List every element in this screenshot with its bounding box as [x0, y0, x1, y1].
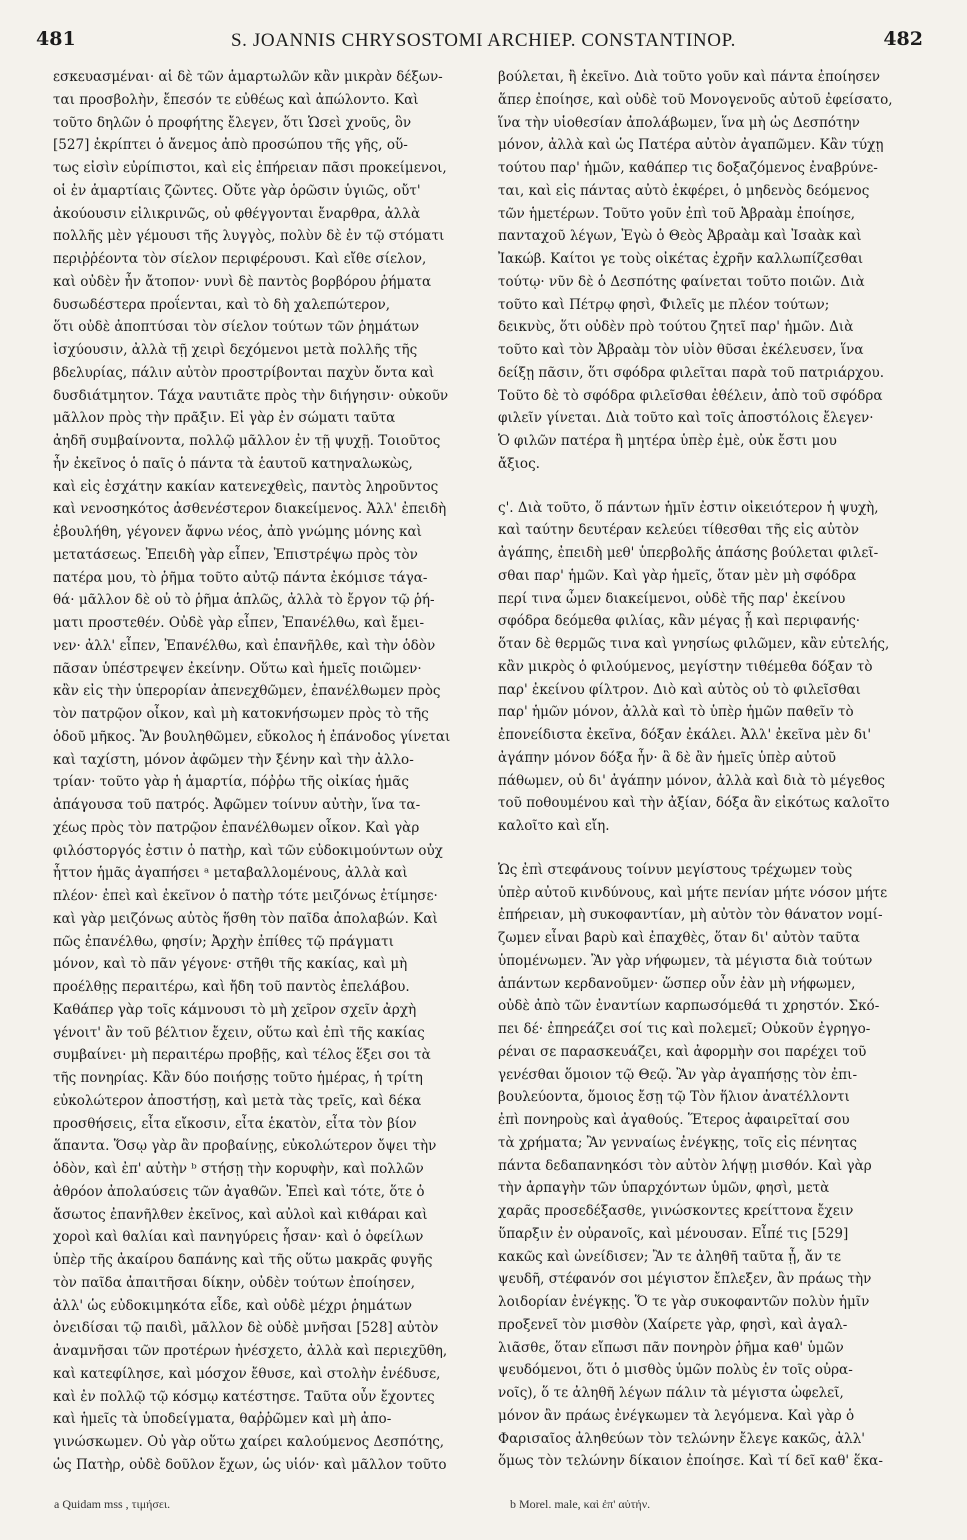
text-line: γινώσκωμεν. Οὐ γὰρ οὕτω χαίρει καλούμενος Δεσπότης,	[53, 1434, 445, 1450]
text-line: Φαρισαῖος ἀληθεύων τὸν τελώνην ἔλεγε κακῶς, ἀλλ'	[498, 1430, 866, 1447]
text-line: πάντα δεδαπανηκόσι τὸν αὐτὸν λήψῃ μισθόν. Καὶ γὰρ	[498, 1157, 872, 1174]
text-line: τοῦτο καὶ τὸν Ἀβραὰμ τὸν υἱὸν θῦσαι ἐκέλευσεν, ἵνα	[498, 342, 864, 358]
text-line: κἂν εἰς τὴν ὑπερορίαν ἀπενεχθῶμεν, ἐπανέλθωμεν πρὸς	[53, 683, 441, 700]
text-line: οὐδὲ ἀπὸ τῶν ἐναντίων καρπωσόμεθά τι χρηστόν. Σκό-	[498, 998, 880, 1015]
text-line: ς'. Διὰ τοῦτο, ὅ πάντων ἡμῖν ἐστιν οἰκειότερον ἡ ψυχὴ,	[498, 499, 879, 516]
text-line: ἐπονείδιστα ἐκεῖνα, δόξαν ἐκάλει. Ἀλλ' ἐκεῖνα μὲν δι'	[498, 727, 872, 743]
right-paragraph-3	[498, 859, 944, 1473]
text-line: χαρᾶς προσεδέξασθε, γινώσκοντες κρείττονα ἔχειν	[498, 1203, 854, 1219]
text-line: λοιδορίαν ἐνέγκῃς. Ὅ τε γὰρ συκοφαντῶν πολὺν ἡμῖν	[498, 1294, 870, 1310]
text-line: προξενεῖ τὸν μισθὸν (Χαίρετε γὰρ, φησὶ, καὶ ἀγαλ-	[498, 1316, 848, 1333]
text-line: ὅτι οὐδὲ ἀποπτύσαι τὸν σίελον τούτων τῶν ῥημάτων	[53, 319, 420, 336]
text-line: ματι προστεθέν. Οὐδὲ γὰρ εἶπεν, Ἐπανέλθω, καὶ ἔμει-	[53, 615, 425, 631]
text-line: ἐπὶ πονηροὺς καὶ ἀγαθούς. Ἕτερος ἀφαιρεῖταί σου	[498, 1112, 850, 1128]
text-line: βουλεύοντα, ὅμοιος ἔσῃ τῷ Τὸν ἥλιον ἀνατέλλοντι	[498, 1089, 850, 1106]
page-number-right: 482	[883, 28, 923, 50]
text-line: εὐκολώτερον ἀποστήσῃ, καὶ μετὰ τὰς τρεῖς, καὶ δέκα	[53, 1092, 422, 1109]
paragraph-gap	[498, 476, 944, 497]
text-line: μόνον, καὶ τὸ πᾶν γέγονε· στῆθι τῆς κακίας, καὶ μὴ	[53, 956, 408, 973]
text-line: πει δέ· ἐπηρεάζει σοί τις καὶ πολεμεῖ; Οὐκοῦν ἐγρηγο-	[498, 1021, 871, 1037]
text-line: κἂν μικρὸς ὁ φιλούμενος, μεγίστην τιθέμεθα δόξαν τὸ	[498, 658, 873, 675]
text-line: τοῦτο καὶ Πέτρῳ φησὶ, Φιλεῖς με πλέον τούτων;	[498, 296, 830, 313]
text-line: καλοῖτο καὶ εἴη.	[498, 818, 610, 834]
text-line: μᾶλλον πρὸς τὴν πρᾶξιν. Εἰ γὰρ ἐν σώματι ταῦτα	[53, 410, 396, 427]
text-line: γενέσθαι ὅμοιον τῷ Θεῷ. Ἂν γὰρ ἀγαπήσῃς τὸν ἐπι-	[498, 1066, 858, 1083]
text-line: προσθήσεις, εἶτα εἴκοσιν, εἶτα ἑκατὸν, εἶτα τὸν βίον	[53, 1115, 417, 1132]
text-line: Ὡς ἐπὶ στεφάνους τοίνυν μεγίστους τρέχωμεν τοὺς	[498, 861, 853, 878]
text-line: δυσωδέστερα προΐενται, καὶ τὸ δὴ χαλεπώτερον,	[53, 296, 391, 313]
text-line: ται, καὶ εἰς πάντας αὐτὸ ἐκφέρει, ὁ μηδενὸς δεόμενος	[498, 182, 870, 199]
text-line: ὑπομένωμεν. Ἂν γὰρ νήφωμεν, τὰ μέγιστα διὰ τούτων	[498, 952, 873, 969]
paragraph-gap	[498, 838, 944, 859]
text-line: φιλεῖν γίνεται. Διὰ τοῦτο καὶ τοῖς ἀποστόλοις ἔλεγεν·	[498, 410, 874, 427]
text-line: καὶ ταύτην δευτέραν κελεύει τίθεσθαι τῆς εἰς αὐτὸν	[498, 522, 859, 539]
text-line: ὅταν δὲ θερμῶς τινα καὶ γνησίως φιλῶμεν, κἂν εὐτελής,	[498, 636, 890, 652]
text-line: καὶ οὐδὲν ἦν ἄτοπον· νυνὶ δὲ παντὸς βορβόρου ῥήματα	[53, 273, 432, 290]
text-line: ἅπερ ἐποίησε, καὶ οὐδὲ τοῦ Μονογενοῦς αὐτοῦ ἐφείσατο,	[498, 91, 893, 108]
text-line: νοῖς), ὅ τε ἀληθῆ λέγων πάλιν τὰ μέγιστα ὠφελεῖ,	[498, 1385, 844, 1401]
text-line: παρ' ἐκείνου φίλτρον. Διὸ καὶ αὐτὸς οὐ τὸ φιλεῖσθαι	[498, 681, 861, 698]
text-line: ὁδοῦ μῆκος. Ἂν βουληθῶμεν, εὔκολος ἡ ἐπάνοδος γίνεται	[53, 728, 451, 745]
left-column	[53, 66, 499, 1477]
text-line: ἀθρόον ἀπολαύσεις τῶν ἀγαθῶν. Ἐπεὶ καὶ τότε, ὅτε ὁ	[53, 1183, 425, 1200]
text-line: οἱ ἐν ἁμαρτίαις ζῶντες. Οὔτε γὰρ ὁρῶσιν ὑγιῶς, οὔτ'	[53, 182, 421, 199]
text-line: ἀηδῆ συμβαίνοντα, πολλῷ μᾶλλον ἐν τῇ ψυχῇ. Τοιοῦτος	[53, 433, 441, 449]
text-line: ἄσωτος ἐπανῆλθεν ἐκεῖνος, καὶ αὐλοὶ καὶ κιθάραι καὶ	[53, 1206, 428, 1223]
text-line: μόνον ἂν πράως ἐνέγκωμεν τὰ λεγόμενα. Καὶ γὰρ ὁ	[498, 1407, 855, 1424]
text-line: ἁπάντων κερδανοῦμεν· ὥσπερ οὖν ἐὰν μὴ νήφωμεν,	[498, 975, 856, 992]
text-line: θά· μᾶλλον δὲ οὐ τὸ ῥῆμα ἁπλῶς, ἀλλὰ τὸ ἔργον τῷ ῥή-	[53, 592, 435, 609]
text-line: ἄξιος.	[498, 455, 540, 472]
text-line: ζωμεν εἶναι βαρὺ καὶ ἐπαχθὲς, ὅταν δι' αὐτὸν ταῦτα	[498, 930, 860, 946]
text-line: τῶν ἡμετέρων. Τοῦτο γοῦν ἐπὶ τοῦ Ἀβραὰμ ἐποίησε,	[498, 205, 856, 222]
text-line: συμβαίνει· μὴ περαιτέρω προβῇς, καὶ τέλος ἕξει σοι τὰ	[53, 1047, 431, 1064]
text-line: καὶ ταχίστη, μόνον ἀφῶμεν τὴν ξένην καὶ τὴν ἀλλο-	[53, 751, 414, 768]
footnote-a: a Quidam mss , τιμήσει.	[54, 1497, 171, 1511]
text-line: περί τινα ὦμεν διακείμενοι, οὐδὲ τῆς παρ' ἐκείνου	[498, 590, 846, 607]
text-line: ἐβουλήθη, γέγονεν ἄφνω νέος, ἀπὸ γνώμης μόνης καὶ	[53, 524, 422, 540]
right-column	[498, 66, 944, 1473]
text-line: νεν· ἀλλ' εἶπεν, Ἐπανέλθω, καὶ ἐπανῆλθε, καὶ τὴν ὁδὸν	[53, 637, 436, 654]
text-line: τρίαν· τοῦτο γὰρ ἡ ἁμαρτία, πόῤῥω τῆς οἰκίας ἡμᾶς	[53, 774, 409, 791]
text-line: τὸν πατρῷον οἶκον, καὶ μὴ κατοκνήσωμεν πρὸς τὸ τῆς	[53, 706, 429, 722]
text-line: ἀγάπης, ἐπειδὴ μεθ' ὑπερβολῆς ἁπάσης βούλεται φιλεῖ-	[498, 545, 879, 561]
text-line: πᾶσαν ὑπέστρεψεν ἐκείνην. Οὕτω καὶ ἡμεῖς ποιῶμεν·	[53, 660, 422, 677]
text-line: βούλεται, ἢ ἐκεῖνο. Διὰ τοῦτο γοῦν καὶ πάντα ἐποίησεν	[498, 69, 881, 85]
text-line: τούτου παρ' ἡμῶν, καθάπερ τις δοξαζόμενος ἐναβρύνε-	[498, 160, 878, 176]
text-line: παρ' ἡμῶν μόνον, ἀλλὰ καὶ τὸ ὑπὲρ ἡμῶν παθεῖν τὸ	[498, 704, 854, 721]
text-line: ἵνα τὴν υἱοθεσίαν ἀπολάβωμεν, ἵνα μὴ ὡς Δεσπότην	[498, 114, 860, 131]
text-line: δείξῃ πᾶσιν, ὅτι σφόδρα φιλεῖται παρὰ τοῦ πατριάρχου.	[498, 364, 885, 381]
text-line: ὑπὲρ αὐτοῦ κινδύνους, καὶ μήτε πενίαν μήτε νόσον μήτε	[498, 884, 888, 901]
text-line: τούτῳ· νῦν δὲ ὁ Δεσπότης φαίνεται τοῦτο ποιῶν. Διὰ	[498, 273, 865, 290]
text-line: μόνον, ἀλλὰ καὶ ὡς Πατέρα αὐτὸν ἀγαπῶμεν. Κἂν τύχῃ	[498, 137, 884, 154]
text-line: σθαι παρ' ἡμῶν. Καὶ γὰρ ἡμεῖς, ὅταν μὲν μὴ σφόδρα	[498, 567, 857, 584]
text-line: φιλόστοργός ἐστιν ὁ πατὴρ, καὶ τῶν εὐδοκιμούντων οὐχ	[53, 842, 443, 859]
text-line: ἀγάπην μόνον δόξα ἦν· ἃ δὲ ἂν ἡμεῖς ὑπὲρ αὐτοῦ	[498, 749, 837, 766]
running-header	[0, 0, 967, 60]
text-line: λιᾶσθε, ὅταν εἴπωσι πᾶν πονηρὸν ῥῆμα καθ' ὑμῶν	[498, 1339, 844, 1356]
text-line: ρέναι σε παρασκευάζει, καὶ ἀφορμὴν σοι παρέχει τοῦ	[498, 1043, 867, 1060]
text-line: καὶ νενοσηκότος ἀσθενέστερον διακείμενος. Ἀλλ' ἐπειδὴ	[53, 501, 447, 518]
text-line: τὰ χρήματα; Ἂν γενναίως ἐνέγκῃς, τοῖς εἰς πένητας	[498, 1134, 857, 1151]
text-line: δυσδιάτμητον. Τάχα ναυτιᾶτε πρὸς τὴν διήγησιν· οὐκοῦν	[53, 387, 449, 404]
text-line: ἀκούουσιν εἰλικρινῶς, οὐ φθέγγονται ἔναρθρα, ἀλλὰ	[53, 205, 421, 222]
text-line: καὶ κατεφίλησε, καὶ μόσχον ἔθυσε, καὶ στολὴν ἐνέδυσε,	[53, 1365, 441, 1382]
text-line: ὕπαρξιν ἐν οὐρανοῖς, καὶ μένουσαν. Εἶπέ τις [529]	[498, 1225, 849, 1242]
text-line: κακῶς καὶ ὠνείδισεν; Ἂν τε ἀληθῆ ταῦτα ᾖ, ἄν τε	[498, 1248, 842, 1265]
text-line: ὁδὸν, καὶ ἐπ' αὐτὴν ᵇ στήσῃ τὴν κορυφὴν, καὶ πολλῶν	[53, 1161, 424, 1177]
text-line: ἧττον ἡμᾶς ἀγαπήσει ᵃ μεταβαλλομένους, ἀλλὰ καὶ	[53, 865, 408, 882]
text-line: σφόδρα δεόμεθα φιλίας, κἂν μέγας ᾖ καὶ περιφανής·	[498, 613, 861, 630]
text-line: Ὁ φιλῶν πατέρα ἢ μητέρα ὑπὲρ ἐμὲ, οὐκ ἔστι μου	[498, 433, 837, 449]
text-line: [527] ἐκρίπτει ὁ ἄνεμος ἀπὸ προσώπου τῆς γῆς, οὕ-	[53, 137, 408, 154]
text-line: ψευδῆ, στέφανόν σοι μέγιστον ἔπλεξεν, ἂν πράως τὴν	[498, 1271, 872, 1288]
text-line: βδελυρίας, πάλιν αὐτὸν προστρίβονται παχὺν ὄντα καὶ	[53, 364, 435, 381]
text-line: πλέον· ἐπεὶ καὶ ἐκεῖνον ὁ πατὴρ τότε μειζόνως ἐτίμησε·	[53, 888, 438, 904]
text-line: πανταχοῦ λέγων, Ἐγὼ ὁ Θεὸς Ἀβραὰμ καὶ Ἰσαὰκ καὶ	[498, 228, 862, 245]
text-line: καὶ γὰρ μειζόνως αὐτὸς ἥσθη τὸν παῖδα ἀπολαβών. Καὶ	[53, 910, 438, 927]
text-line: ἦν ἐκεῖνος ὁ παῖς ὁ πάντα τὰ ἑαυτοῦ κατηναλωκὼς,	[53, 455, 413, 472]
text-line: ἀναμνῆσαι τῶν προτέρων ἠνέσχετο, ἀλλὰ καὶ περιεχῦθη,	[53, 1343, 448, 1359]
text-line: Τοῦτο δὲ τὸ σφόδρα φιλεῖσθαι ἐθέλειν, ἀπὸ τοῦ σφόδρα	[498, 387, 883, 404]
right-paragraph-2	[498, 497, 944, 838]
text-line: ἀπάγουσα τοῦ πατρός. Ἀφῶμεν τοίνυν αὐτὴν, ἵνα τα-	[53, 797, 421, 813]
text-line: πῶς ἐπανέλθω, φησίν; Ἀρχὴν ἐπίθες τῷ πράγματι	[53, 933, 394, 950]
text-line: δεικνὺς, ὅτι οὐδὲν πρὸ τούτου ζητεῖ παρ' ἡμῶν. Διὰ	[498, 319, 854, 336]
text-line: πάθωμεν, οὐ δι' ἀγάπην μόνον, ἀλλὰ καὶ διὰ τὸ μέγεθος	[498, 772, 885, 789]
text-line: Ἰακώβ. Καίτοι γε τοὺς οἰκέτας ἐχρῆν καλλωπίζεσθαι	[498, 251, 864, 267]
text-line: ὅμως τὸν τελώνην δίκαιον ἐποίησε. Καὶ τί δεῖ καθ' ἕκα-	[498, 1453, 883, 1470]
text-line: χοροὶ καὶ θαλίαι καὶ πανηγύρεις ἦσαν· καὶ ὁ ὀφείλων	[53, 1229, 424, 1246]
text-line: ὡς Πατὴρ, οὐδὲ δοῦλον ἔχων, ὡς υἱόν· καὶ μᾶλλον τοῦτο	[53, 1456, 447, 1473]
text-line: γένοιτ' ἂν τοῦ βέλτιον ἔχειν, οὕτω καὶ ἐπὶ τῆς κακίας	[53, 1024, 425, 1041]
text-line: καὶ ἡμεῖς τὰ ὑποδείγματα, θαῤῥῶμεν καὶ μὴ ἀπο-	[53, 1411, 392, 1428]
text-line: τοῦ ποθουμένου καὶ τὴν ἀξίαν, δόξα ἂν εἰκότως καλοῖτο	[498, 795, 890, 812]
text-line: ἐπήρειαν, μὴ συκοφαντίαν, μὴ αὐτὸν τὸν θάνατον νομί-	[498, 907, 883, 924]
text-line: καὶ ἐν πολλῷ τῷ κόσμῳ κατέστησε. Ταῦτα οὖν ἔχοντες	[53, 1388, 435, 1405]
text-line: τοῦτο δηλῶν ὁ προφήτης ἔλεγεν, ὅτι Ὡσεὶ χνοῦς, ὃν	[53, 114, 412, 131]
text-line: μετατάσεως. Ἐπειδὴ γὰρ εἶπεν, Ἐπιστρέψω πρὸς τὸν	[53, 546, 418, 563]
text-line: ἅπαντα. Ὅσῳ γὰρ ἂν προβαίνῃς, εὐκολώτερον ὄψει τὴν	[53, 1138, 437, 1155]
text-line: καὶ εἰς ἐσχάτην κακίαν κατενεχθεὶς, παντὸς ληροῦντος	[53, 478, 439, 495]
page-number-left: 481	[36, 28, 76, 50]
text-line: ὑπὲρ τῆς ἀκαίρου δαπάνης καὶ τῆς οὕτω μακρᾶς φυγῆς	[53, 1252, 433, 1268]
text-line: τως εἰσὶν εὐρίπιστοι, καὶ εἰς ἐπήρειαν πᾶσι προκείμενοι,	[53, 160, 447, 176]
text-line: τὴν ἁρπαγὴν τῶν ὑπαρχόντων ὑμῶν, φησὶ, μετὰ	[498, 1180, 830, 1197]
text-line: ψευδόμενοι, ὅτι ὁ μισθὸς ὑμῶν πολὺς ἐν τοῖς οὐρα-	[498, 1362, 853, 1379]
running-title: S. JOANNIS CHRYSOSTOMI ARCHIEP. CONSTANTINOP.	[231, 30, 736, 51]
footnote-b: b Morel. male, καὶ ἐπ' αὐτήν.	[510, 1497, 651, 1511]
text-line: ἀλλ' ὡς εὐδοκιμηκότα εἶδε, καὶ οὐδὲ μέχρι ῥημάτων	[53, 1297, 413, 1314]
right-paragraph-1	[498, 66, 944, 476]
text-line: εσκευασμέναι· αἱ δὲ τῶν ἁμαρτωλῶν κἂν μικρὰν δέξων-	[53, 69, 443, 85]
text-line: ἰσχύουσιν, ἀλλὰ τῇ χειρὶ δεχόμενοι μετὰ πολλῆς τῆς	[53, 342, 418, 358]
text-line: τὸν παῖδα ἀπαιτῆσαι δίκην, οὐδὲν τούτων ἐποίησεν,	[53, 1274, 416, 1291]
text-line: Καθάπερ γὰρ τοῖς κάμνουσι τὸ μὴ χεῖρον σχεῖν ἀρχὴ	[53, 1001, 417, 1018]
text-line: περιῤῥέοντα τὸν σίελον περιφέρουσι. Καὶ εἴθε σίελον,	[53, 251, 427, 267]
text-line: τῆς πονηρίας. Κἂν δύο ποιήσῃς τοῦτο ἡμέρας, ἡ τρίτη	[53, 1070, 423, 1086]
text-line: ται προσβολὴν, ἔπεσόν τε εὐθέως καὶ ἀπώλοντο. Καὶ	[53, 91, 419, 108]
text-line: πατέρα μου, τὸ ῥῆμα τοῦτο αὐτῷ πάντα ἐκόμισε τάγα-	[53, 569, 428, 586]
text-line: πολλῆς μὲν γέμουσι τῆς λυγγὸς, πολὺν δὲ ἐν τῷ στόματι	[53, 228, 445, 245]
text-line: προέλθῃς περαιτέρω, καὶ ἤδη τοῦ παντὸς ἐπελάβου.	[53, 979, 410, 995]
text-line: χέως πρὸς τὸν πατρῷον ἐπανέλθωμεν οἶκον. Καὶ γὰρ	[53, 819, 420, 836]
text-line: ὀνειδίσαι τῷ παιδὶ, μᾶλλον δὲ οὐδὲ μνῆσαι [528] αὐτὸν	[53, 1320, 439, 1337]
